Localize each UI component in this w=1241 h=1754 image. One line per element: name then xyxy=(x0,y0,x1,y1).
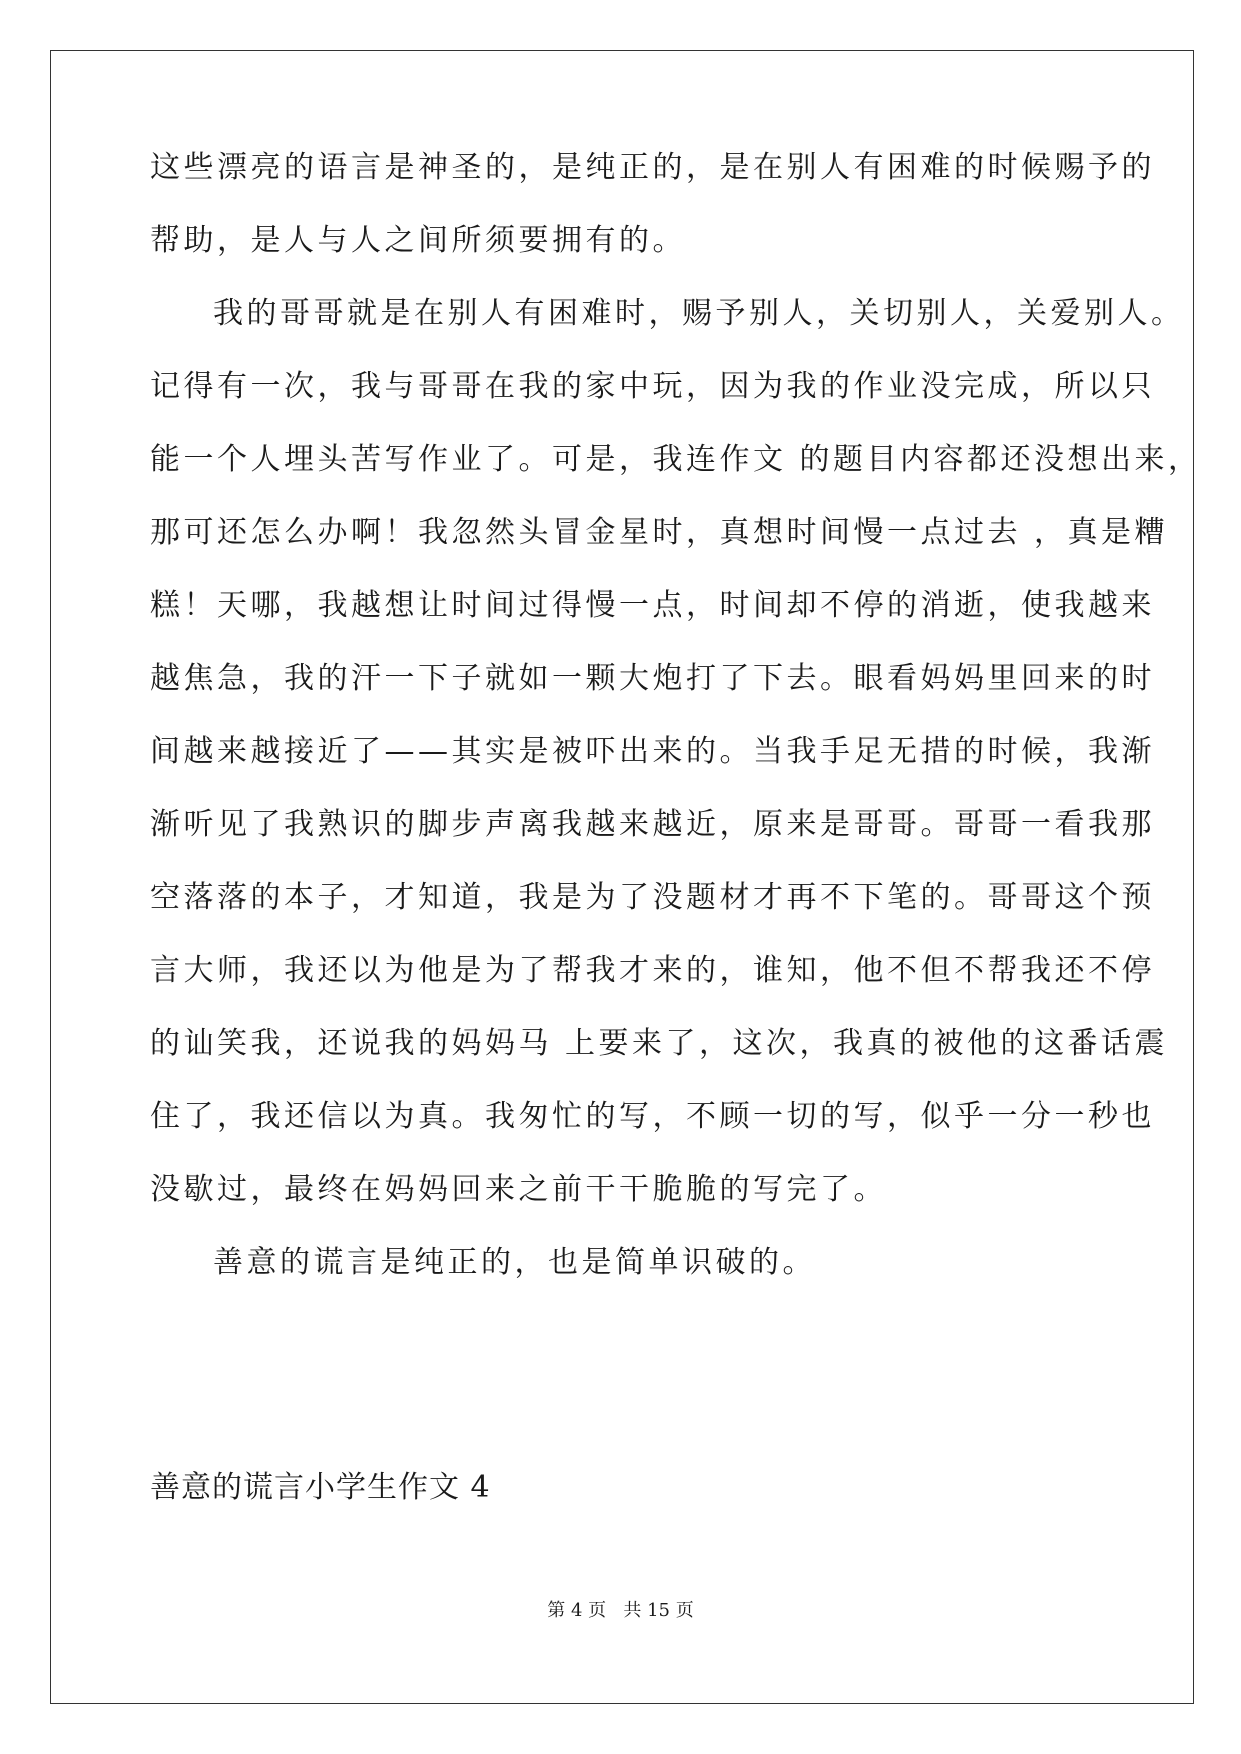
paragraph-line: 善意的谎言是纯正的，也是简单识破的。 xyxy=(213,1245,816,1280)
paragraph-line: 的讪笑我，还说我的妈妈马 上要来了，这次，我真的被他的这番话震 xyxy=(150,1026,1169,1061)
paragraph-line: 糕！天哪，我越想让时间过得慢一点，时间却不停的消逝，使我越来 xyxy=(150,588,1155,623)
paragraph-line: 间越来越接近了——其实是被吓出来的。当我手足无措的时候，我渐 xyxy=(150,734,1155,769)
section-heading: 善意的谎言小学生作文 4 xyxy=(150,1470,491,1505)
paragraph-line: 这些漂亮的语言是神圣的，是纯正的，是在别人有困难的时候赐予的 xyxy=(150,150,1155,185)
paragraph-line: 渐听见了我熟识的脚步声离我越来越近，原来是哥哥。哥哥一看我那 xyxy=(150,807,1155,842)
paragraph-line: 没歇过，最终在妈妈回来之前干干脆脆的写完了。 xyxy=(150,1172,887,1207)
paragraph-line: 能一个人埋头苦写作业了。可是，我连作文 的题目内容都还没想出来， xyxy=(150,442,1202,477)
paragraph-line: 空落落的本子，才知道，我是为了没题材才再不下笔的。哥哥这个预 xyxy=(150,880,1155,915)
page-number-footer: 第 4 页 共 15 页 xyxy=(547,1600,694,1621)
paragraph-line: 记得有一次，我与哥哥在我的家中玩，因为我的作业没完成，所以只 xyxy=(150,369,1155,404)
paragraph-line: 帮助，是人与人之间所须要拥有的。 xyxy=(150,223,686,258)
paragraph-line: 越焦急，我的汗一下子就如一颗大炮打了下去。眼看妈妈里回来的时 xyxy=(150,661,1155,696)
paragraph-line: 住了，我还信以为真。我匆忙的写，不顾一切的写，似乎一分一秒也 xyxy=(150,1099,1155,1134)
paragraph-line: 那可还怎么办啊！我忽然头冒金星时，真想时间慢一点过去 ，真是糟 xyxy=(150,515,1169,550)
paragraph-line: 我的哥哥就是在别人有困难时，赐予别人，关切别人，关爱别人。 xyxy=(213,296,1185,331)
paragraph-line: 言大师，我还以为他是为了帮我才来的，谁知，他不但不帮我还不停 xyxy=(150,953,1155,988)
